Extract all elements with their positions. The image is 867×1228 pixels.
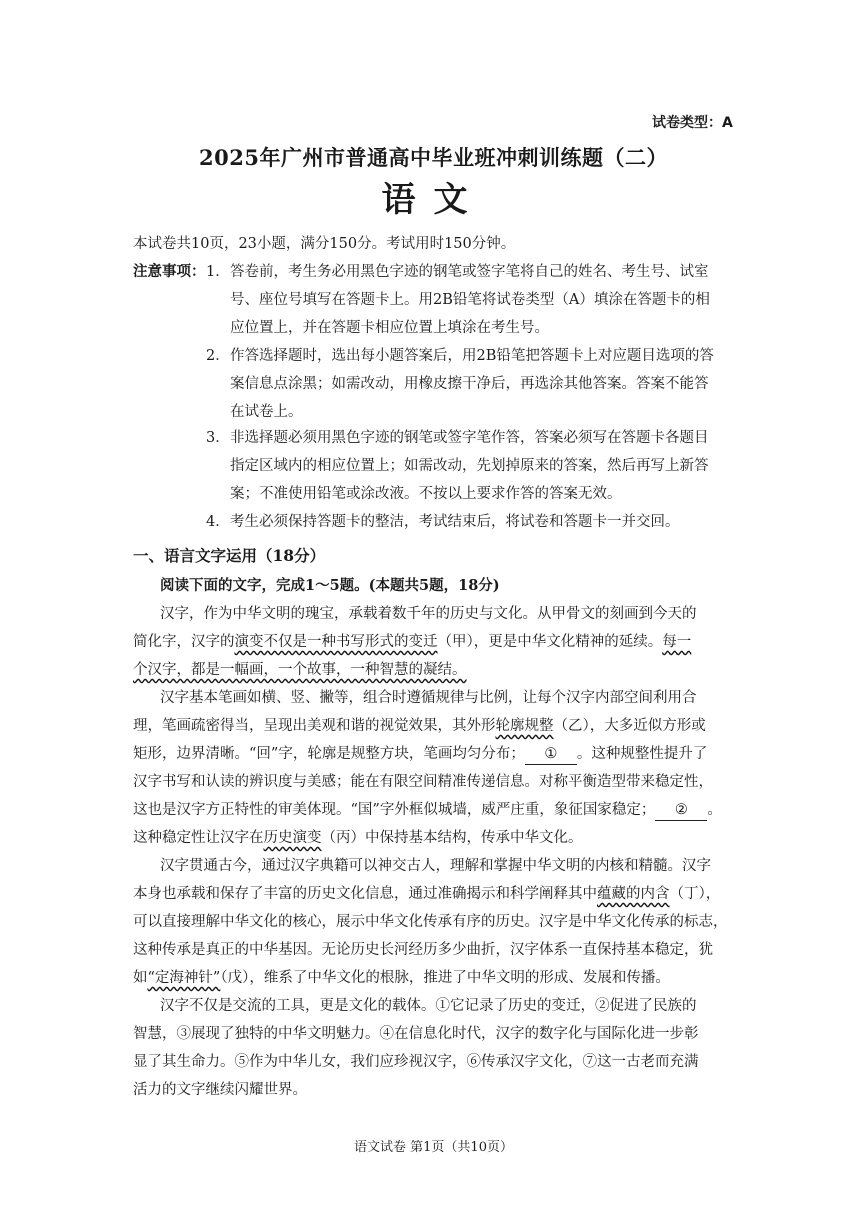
p3-line-2 [133, 880, 720, 908]
note-3-line-3: 案；不准使用铅笔或涂改液。不按以上要求作答的答案无效。 [230, 486, 622, 502]
p4-line-3: 显了其生命力。⑤作为中华儿女，我们应珍视汉字，⑥传承汉字文化，⑦这一古老而充满 [133, 1054, 699, 1070]
p1-line-1: 汉字，作为中华文明的瑰宝，承载着数千年的历史与文化。从甲骨文的刻画到今天的 [160, 606, 697, 622]
note-4-line-1: 考生必须保持答题卡的整洁，考试结束后，将试卷和答题卡一并交回。 [230, 514, 680, 530]
p2-line-3 [133, 740, 707, 768]
p3-line-2-a: 本身也承载和保存了丰富的历史文化信息，通过准确揭示和科学阐释其中 [133, 886, 597, 902]
note-3-line-2: 指定区域内的相应位置上；如需改动，先划掉原来的答案，然后再写上新答 [230, 458, 709, 474]
note-2-num: 2． [206, 348, 230, 364]
note-1-line-2: 号、座位号填写在答题卡上。用2B铅笔将试卷类型（A）填涂在答题卡的相 [230, 292, 710, 308]
p3-line-5-c: （戊），维系了中华文化的根脉，推进了中华文明的形成、发展和传播。 [220, 970, 670, 986]
p3-line-5 [133, 964, 670, 992]
phrase-wu: “定海神针” [147, 970, 221, 986]
note-1-line-1: 答卷前，考生务必用黑色字迹的钢笔或签字笔将自己的姓名、考生号、试室 [230, 264, 709, 280]
note-3-num: 3． [206, 430, 230, 446]
p3-line-3: 可以直接理解中华文化的核心，展示中华文化传承有序的历史。汉字是中华文化传承的标志， [133, 914, 728, 930]
wavy-sentence: 个汉字，都是一幅画，一个故事，一种智慧的凝结。 [133, 662, 467, 678]
paper-type-label: 试卷类型：A [652, 115, 733, 131]
p1-line-2-a: 简化字，汉字的 [133, 634, 235, 650]
wavy-sentence-start: 每一 [662, 634, 692, 650]
p2-line-5-b: 。 [707, 802, 722, 818]
phrase-yi: 轮廓规整 [495, 718, 554, 734]
p2-line-1: 汉字基本笔画如横、竖、撇等，组合时遵循规律与比例，让每个汉字内部空间利用合 [160, 690, 697, 706]
phrase-bing: 历史演变 [263, 830, 322, 846]
p4-line-2: 智慧，③展现了独特的中华文明魅力。④在信息化时代，汉字的数字化与国际化进一步彰 [133, 1026, 699, 1042]
p2-line-5-a: 这也是汉字方正特性的审美体现。“国”字外框似城墙，威严庄重，象征国家稳定； [133, 802, 656, 818]
note-3-line-1: 非选择题必须用黑色字迹的钢笔或签字笔作答，答案必须写在答题卡各题目 [230, 430, 709, 446]
phrase-ding: 蕴藏的内含 [597, 886, 670, 902]
exam-intro: 本试卷共10页，23小题，满分150分。考试用时150分钟。 [133, 236, 516, 252]
p2-line-3-a: 矩形，边界清晰。“回”字，轮廓是规整方块，笔画均匀分布； [133, 746, 525, 762]
section-1-instruction: 阅读下面的文字，完成1～5题。(本题共5题，18分) [160, 577, 500, 594]
p2-line-2-c: （乙），大多近似方形或 [553, 718, 706, 734]
section-1-title: 一、语言文字运用（18分） [133, 546, 326, 565]
p3-line-2-c: （丁）， [669, 886, 721, 902]
p2-line-6-a: 这种稳定性让汉字在 [133, 830, 264, 846]
p3-line-1: 汉字贯通古今，通过汉字典籍可以神交古人，理解和掌握中华文明的内核和精髓。汉字 [160, 858, 711, 874]
p4-line-1: 汉字不仅是交流的工具，更是文化的载体。①它记录了历史的变迁，②促进了民族的 [160, 998, 697, 1014]
p2-line-5 [133, 796, 722, 824]
p4-line-4: 活力的文字继续闪耀世界。 [133, 1082, 307, 1098]
p1-line-2-c: （甲），更是中华文化精神的延续。 [437, 634, 663, 650]
p2-line-3-b: 。这种规整性提升了 [576, 746, 708, 762]
note-2-line-3: 在试卷上。 [230, 404, 303, 420]
exam-title: 2025年广州市普通高中毕业班冲刺训练题（二） [199, 145, 668, 170]
subject-title: 语文 [381, 180, 486, 220]
page-footer: 语文试卷 第1页（共10页） [354, 1140, 513, 1155]
p2-line-2-a: 理，笔画疏密得当，呈现出美观和谐的视觉效果，其外形 [133, 718, 496, 734]
phrase-jia: 演变不仅是一种书写形式的变迁 [234, 634, 438, 650]
note-4-num: 4． [206, 514, 230, 530]
blank-1: ① [525, 744, 577, 765]
p3-line-5-a: 如 [133, 970, 148, 986]
p3-line-4: 这种传承是真正的中华基因。无论历史长河经历多少曲折，汉字体系一直保持基本稳定，犹 [133, 942, 713, 958]
p2-line-4: 汉字书写和认读的辨识度与美感；能在有限空间精准传递信息。对称平衡造型带来稳定性， [133, 774, 713, 790]
notes-label: 注意事项： [133, 263, 206, 280]
note-2-line-2: 案信息点涂黑；如需改动，用橡皮擦干净后，再选涂其他答案。答案不能答 [230, 376, 709, 392]
p2-line-2 [133, 712, 706, 740]
p2-line-6 [133, 824, 583, 852]
p2-line-6-c: （丙）中保持基本结构，传承中华文化。 [321, 830, 583, 846]
note-1-num: 1． [206, 264, 230, 280]
note-2-line-1: 作答选择题时，选出每小题答案后，用2B铅笔把答题卡上对应题目选项的答 [230, 348, 714, 364]
blank-2: ② [655, 800, 707, 821]
note-1-line-3: 应位置上，并在答题卡相应位置上填涂在考生号。 [230, 320, 549, 336]
p1-line-2 [133, 628, 691, 656]
